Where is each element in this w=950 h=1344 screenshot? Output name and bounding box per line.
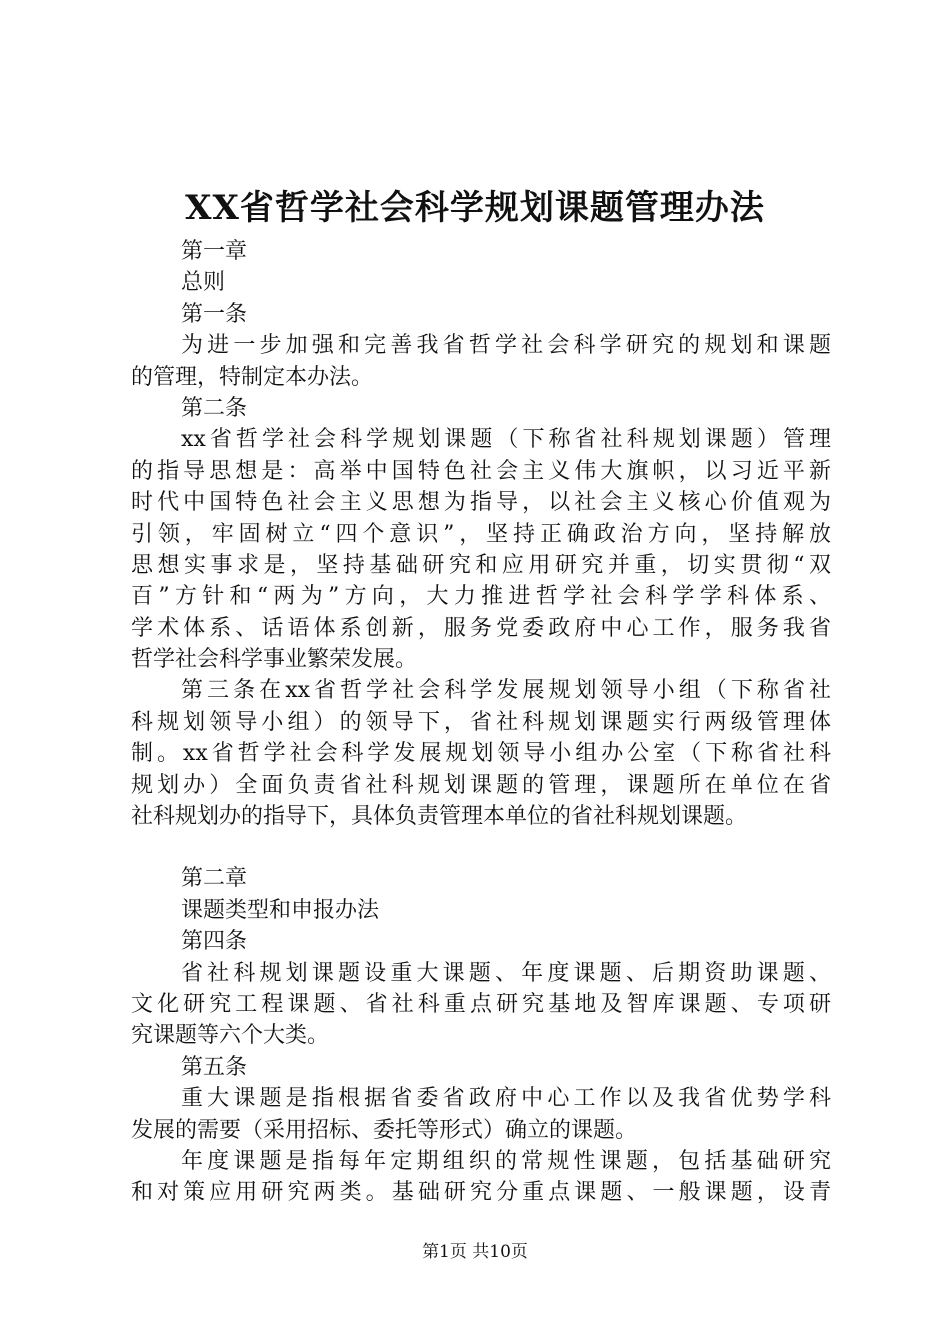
document-title: XX省哲学社会科学规划课题管理办法 [185, 188, 765, 228]
paragraph-line: 和对策应用研究两类。基础研究分重点课题、一般课题，设青 [131, 1180, 831, 1206]
paragraph-line: 发展的需要（采用招标、委托等形式）确立的课题。 [131, 1117, 638, 1143]
paragraph-line: 百”方针和“两为”方向，大力推进哲学社会科学学科体系、 [131, 584, 831, 610]
paragraph-line: 时代中国特色社会主义思想为指导，以社会主义核心价值观为 [131, 490, 831, 516]
paragraph-line: 哲学社会科学事业繁荣发展。 [131, 647, 418, 673]
document-body [131, 236, 831, 1209]
paragraph-line: xx省哲学社会科学规划课题（下称省社科规划课题）管理 [181, 427, 831, 453]
chapter-heading: 第二章 [181, 866, 248, 892]
paragraph-line: 科规划领导小组）的领导下，省社科规划课题实行两级管理体 [131, 709, 831, 735]
chapter-title: 课题类型和申报办法 [181, 897, 380, 923]
paragraph-line: 究课题等六个大类。 [131, 1023, 330, 1049]
paragraph-line: 的指导思想是：高举中国特色社会主义伟大旗帜，以习近平新 [131, 458, 831, 484]
article-heading: 第五条 [181, 1054, 248, 1080]
paragraph-line: 年度课题是指每年定期组织的常规性课题，包括基础研究 [181, 1148, 831, 1174]
paragraph-line: 重大课题是指根据省委省政府中心工作以及我省优势学科 [181, 1086, 831, 1112]
paragraph-line: 思想实事求是，坚持基础研究和应用研究并重，切实贯彻“双 [131, 552, 831, 578]
paragraph-line: 社科规划办的指导下，具体负责管理本单位的省社科规划课题。 [131, 804, 748, 830]
paragraph-line: 的管理，特制定本办法。 [131, 364, 374, 390]
chapter-title: 总则 [181, 270, 226, 296]
article-heading: 第四条 [181, 929, 248, 955]
page-number-footer: 第1页 共10页 [422, 1242, 528, 1262]
paragraph-line: 为进一步加强和完善我省哲学社会科学研究的规划和课题 [181, 333, 831, 359]
article-heading: 第一条 [181, 301, 248, 327]
section-gap [131, 832, 831, 863]
paragraph-line: 文化研究工程课题、省社科重点研究基地及智库课题、专项研 [131, 991, 831, 1017]
chapter-heading: 第一章 [181, 239, 248, 264]
paragraph-line: 第三条在xx省哲学社会科学发展规划领导小组（下称省社 [181, 678, 831, 704]
paragraph-line: 学术体系、话语体系创新，服务党委政府中心工作，服务我省 [131, 615, 831, 641]
paragraph-line: 制。xx省哲学社会科学发展规划领导小组办公室（下称省社科 [131, 741, 831, 767]
paragraph-line: 引领，牢固树立“四个意识”，坚持正确政治方向，坚持解放 [131, 521, 831, 547]
paragraph-line: 规划办）全面负责省社科规划课题的管理，课题所在单位在省 [131, 772, 831, 798]
paragraph-line: 省社科规划课题设重大课题、年度课题、后期资助课题、 [181, 960, 831, 986]
article-heading: 第二条 [181, 395, 248, 421]
